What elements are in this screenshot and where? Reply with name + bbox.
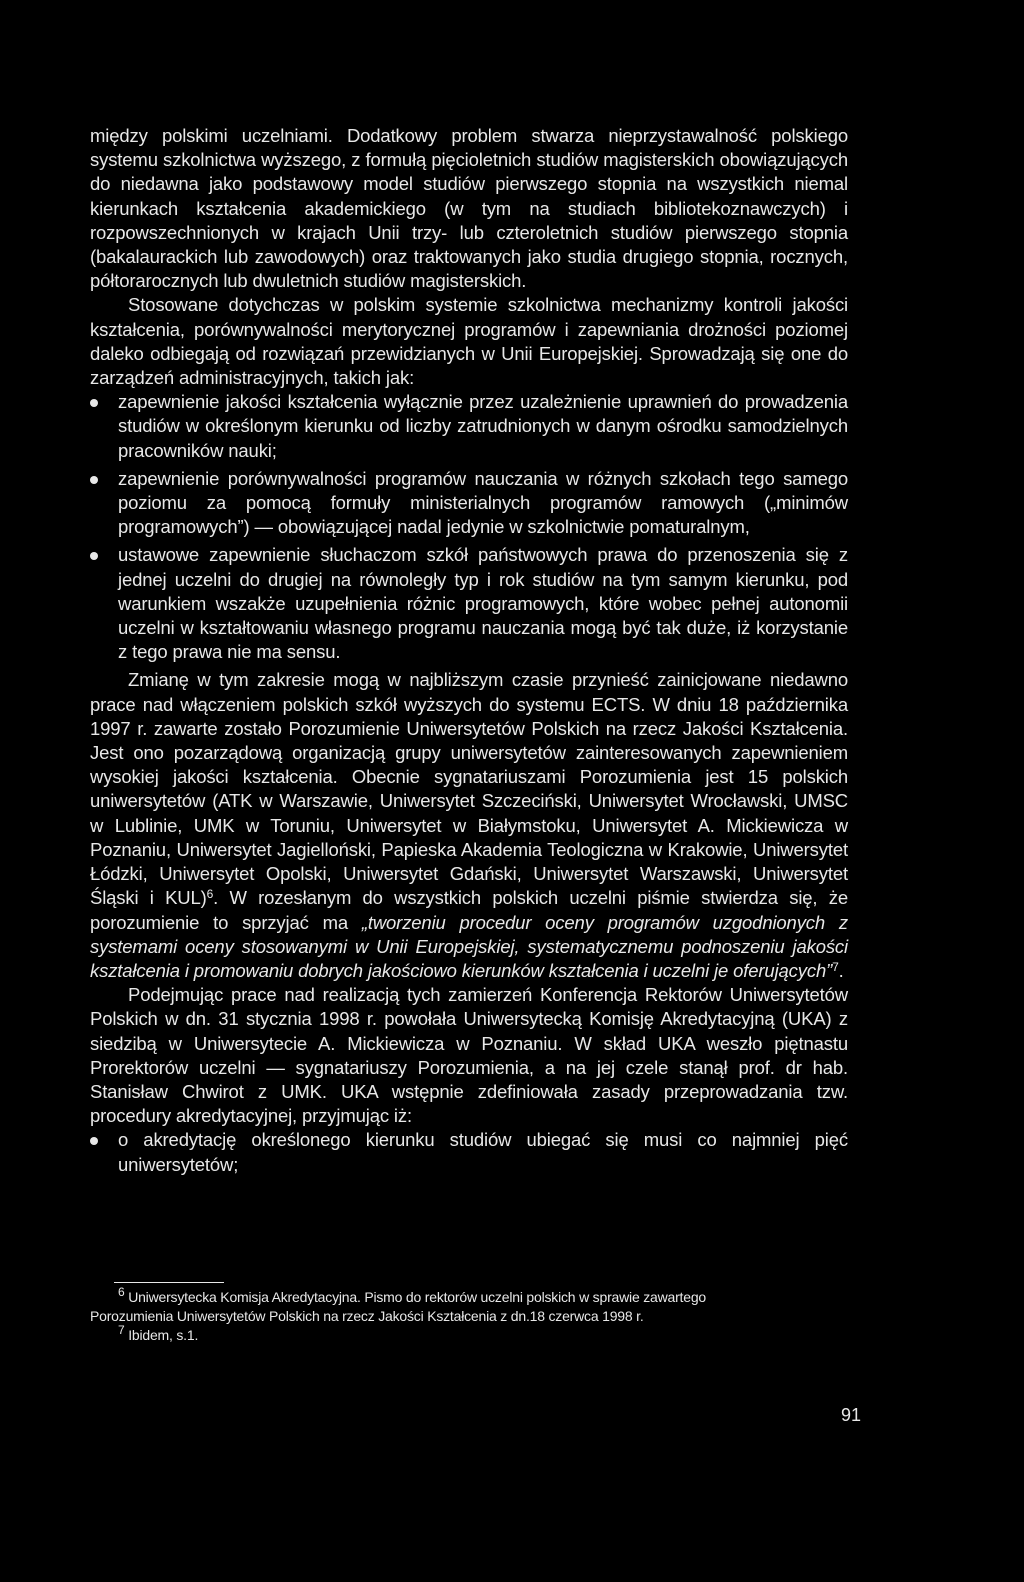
page-number: 91 [840, 1405, 861, 1425]
body-text [90, 124, 848, 1181]
footnote-mark: 6 [118, 1285, 125, 1299]
quote-text: „tworzeniu procedur oceny programów uzgodnionych z systemami oceny stosowanymi w Unii Europejskiej, systematycznemu podnoszeniu jakości kształcenia i promowaniu dobrych jakościowo kierunków kształcenia i uczelni je oferujących” [90, 911, 848, 981]
paragraph-text: . W rozesłanym do wszystkich polskich uczelni piśmie stwierdza się, że porozumienie to sprzyjać ma [90, 887, 848, 933]
footnote-mark: 7 [118, 1323, 125, 1337]
footnote-ref: 6 [206, 887, 214, 902]
list-item [90, 467, 848, 540]
paragraph-text: Zmianę w tym zakresie mogą w najbliższym czasie przynieść zainicjowane niedawno prace nad włączeniem polskich szkół wyższych do systemu ECTS. W dniu 18 października 1997 r. zawarte zostało Porozumienie Uniwersytetów Polskich na rzecz Jakości Kształcenia. Jest ono pozarządową organizacją grupy uniwersytetów zainteresowanych zapewnieniem wysokiej jakości kształcenia. Obecnie sygnatariuszami Porozumienia jest 15 polskich uniwersytetów (ATK w Warszawie, Uniwersytet Szczeciński, Uniwersytet Wrocławski, UMSC w Lublinie, UMK w Toruniu, Uniwersytet w Białymstoku, Uniwersytet A. Mickiewicza w Poznaniu, Uniwersytet Jagielloński, Papieska Akademia Teologiczna w Krakowie, Uniwersytet Łódzki, Uniwersytet Opolski, Uniwersytet Gdański, Uniwersytet Warszawski, Uniwersytet Śląski i KUL) [90, 669, 848, 909]
list-item [90, 390, 848, 463]
footnote-ref: 7 [832, 959, 839, 974]
paragraph: między polskimi uczelniami. Dodatkowy problem stwarza nieprzystawalność polskiego systemu szkolnictwa wyższego, z formułą pięcioletnich studiów magisterskich obowiązujących do niedawna jako podstawowy model studiów pierwszego stopnia na wszystkich niemal kierunkach kształcenia akademickiego (w tym na studiach bibliotekoznawczych) i rozpowszechnionych w krajach Unii trzy- lub czteroletnich studiów pierwszego stopnia (bakalaurackich lub zawodowych) oraz traktowanych jako studia drugiego stopnia, rocznych, półtorarocznych lub dwuletnich studiów magisterskich. [90, 125, 848, 292]
paragraph: Stosowane dotychczas w polskim systemie szkolnictwa mechanizmy kontroli jakości kształcenia, porównywalności merytorycznej programów i zapewniania drożności poziomej daleko odbiegają od rozwiązań przewidzianych w Unii Europejskiej. Sprowadzają się one do zarządzeń administracyjnych, takich jak: [90, 294, 848, 389]
bullet-icon [90, 399, 98, 407]
footnote [90, 1285, 860, 1307]
paragraph: Podejmując prace nad realizacją tych zamierzeń Konferencja Rektorów Uniwersytetów Polskich w dn. 31 stycznia 1998 r. powołała Uniwersytecką Komisję Akredytacyjną (UKA) z siedzibą w Uniwersytecie A. Mickiewicza w Poznaniu. W skład UKA weszło piętnastu Prorektorów uczelni — sygnatariuszy Porozumienia, a na jej czele stanął prof. dr hab. Stanisław Chwirot z UMK. UKA wstępnie zdefiniowała zasady przeprowadzania tzw. procedury akredytacyjnej, przyjmując iż: [90, 984, 848, 1127]
footnote [90, 1323, 860, 1345]
footnote-divider [114, 1282, 224, 1283]
list-item-text: zapewnienie jakości kształcenia wyłącznie przez uzależnienie uprawnień do prowadzenia studiów w określonym kierunku od liczby zatrudnionych w danym ośrodku samodzielnych pracowników nauki; [118, 391, 848, 461]
bullet-icon [90, 476, 98, 484]
list-item-text: o akredytację określonego kierunku studiów ubiegać się musi co najmniej pięć uniwersytetów; [118, 1129, 848, 1175]
bullet-icon [90, 552, 98, 560]
list-item [90, 543, 848, 664]
footnote-text: Uniwersytecka Komisja Akredytacyjna. Pismo do rektorów uczelni polskich w sprawie zawartego [128, 1289, 707, 1305]
list-item-text: ustawowe zapewnienie słuchaczom szkół państwowych prawa do przenoszenia się z jednej uczelni do drugiej na równoległy typ i rok studiów na tym samym kierunku, pod warunkiem wszakże uzupełnienia różnic programowych, które wobec pełnej autonomii uczelni w kształtowaniu własnego programu nauczania mogą być tak duże, iż korzystanie z tego prawa nie ma sensu. [118, 544, 848, 663]
paragraph-text: . [838, 959, 844, 981]
footnotes [90, 1285, 860, 1345]
bullet-list [90, 390, 848, 664]
footnote-text: Ibidem, s.1. [128, 1327, 199, 1343]
footnote-continuation: Porozumienia Uniwersytetów Polskich na rzecz Jakości Kształcenia z dn.18 czerwca 1998 r. [90, 1308, 644, 1324]
bullet-icon [90, 1137, 98, 1145]
paragraph [90, 668, 848, 983]
list-item [90, 1128, 848, 1176]
bullet-list [90, 1128, 848, 1176]
list-item-text: zapewnienie porównywalności programów nauczania w różnych szkołach tego samego poziomu za pomocą formuły ministerialnych programów ramowych („minimów programowych”) — obowiązującej nadal jedynie w szkolnictwie pomaturalnym, [118, 467, 848, 538]
